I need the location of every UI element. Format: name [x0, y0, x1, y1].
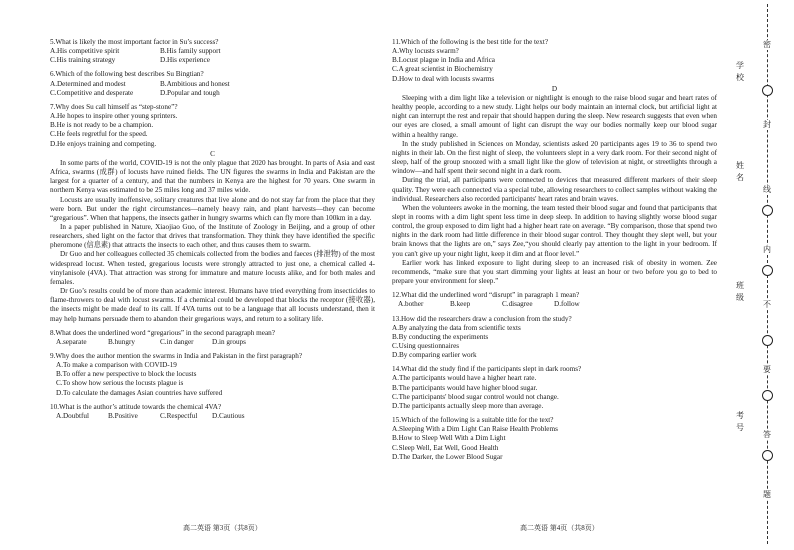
passage-d-paragraph-1: Sleeping with a dim light like a television or nightlight is enough to the raise blood sugar and heart rates of healthy people, according to a new study. Light helps our body maintain an internal clock, but artificial light at night can interrupt the rest and repair that should happen during the sleep. New research suggests that even when our eyes are closed, a small amount of light can disrupt the way our bodies normally keep our blood sugar within a healthy range. [392, 93, 717, 139]
left-column [50, 38, 375, 421]
q7-stem: 7.Why does Su call himself as “step-stone”? [50, 102, 178, 111]
q11-option-c: C.A great scientist in Biochemistry [392, 65, 493, 74]
q5-option-a: A.His competitive spirit [50, 47, 120, 56]
passage-d-paragraph-5: Earlier work has linked exposure to light during sleep to an increased risk of obesity in women. Zee recommends, “make sure that you start dimming your lights at least an hour or two before you go to bed to prepare your environment for sleep.” [392, 258, 717, 286]
binding-label-7: 答 [757, 430, 777, 440]
q12-option-b: B.keep [450, 300, 471, 309]
q10-option-b: B.Positive [108, 411, 138, 420]
binding-label-4: 内 [757, 245, 777, 255]
passage-c-paragraph-4: Dr Guo and her colleagues collected 35 chemicals collected from the bodies and faeces (排泄物) of the most widespread locust. When tested, gregarious locusts were strongly attracted to just one, a chemical called 4-vinylanisole (4VA). That attraction was strong for immature and mature locusts alike, and for both males and females. [50, 250, 375, 286]
q10-stem: 10.What is the author’s attitude towards the chemical 4VA? [50, 402, 222, 411]
passage-d-label: D [551, 84, 558, 93]
page-footer-left: 高二英语 第3页（共8页） [183, 524, 262, 532]
q8-option-c: C.in danger [160, 337, 194, 346]
binding-circle-3 [762, 265, 773, 276]
q15-stem: 15.Which of the following is a suitable title for the text? [392, 416, 554, 425]
q10-option-d: D.Cautious [212, 411, 245, 420]
q5-stem: 5.What is likely the most important factor in Su’s success? [50, 38, 219, 46]
passage-d-paragraph-4: When the volunteers awoke in the morning, the team tested their blood sugar and found that participants that slept in rooms with a dim light spent less time in deep sleep. In addition to having slightly worse blood sugar control, the group exposed to dim light had a higher heart rate on average. “By comparison, those that spend two nights in the dark room had little difference in their blood sugar control. They thought they slept well, but your brain knows that the lights are on,” says Zee,“you should clearly pay attention to the light in your bedroom. If you can't give up your night light, keep it dim and at floor level.” [392, 203, 717, 258]
binding-circle-6 [762, 450, 773, 461]
binding-inner-label-4: 名 [736, 173, 744, 182]
q13-option-b: B.By conducting the experiments [392, 332, 489, 341]
q8-stem: 8.What does the underlined word “gregarious” in the second paragraph mean? [50, 328, 275, 337]
binding-label-8: 题 [757, 490, 777, 500]
q9-option-b: B.To offer a new perspective to block the locusts [56, 370, 197, 379]
passage-c-paragraph-3: In a paper published in Nature, Xiaojiao Guo, of the Institute of Zoology in Beijing, and a group of other researchers, shed light on the factor that drives that transformation. They think they have identified the specific pheromone (信息素) that attracts the insects to each other, and thus causes them to swarm. [50, 222, 375, 250]
q15-option-b: B.How to Sleep Well With a Dim Light [392, 434, 506, 443]
binding-circle-2 [762, 205, 773, 216]
passage-d-paragraph-3: During the trial, all participants were connected to devices that measured different markers of their sleep quality. They were each connected via a special tube, allowing researchers to collect samples without waking the individual. Researchers also recorded participants' heart rates and brain waves. [392, 176, 717, 203]
binding-inner-label-2: 校 [736, 73, 744, 82]
binding-inner-label-1: 学 [736, 61, 744, 70]
q13-option-c: C.Using questionnaires [392, 342, 460, 350]
q7-option-b: B.He is not ready to be a champion. [50, 121, 154, 130]
q15-option-c: C.Sleep Well, Eat Well, Good Health [392, 443, 499, 452]
right-column [392, 38, 717, 462]
q9-option-d: D.To calculate the damages Asian countries have suffered [56, 388, 223, 397]
q14-option-a: A.The participants would have a higher heart rate. [392, 374, 537, 383]
binding-label-5: 不 [757, 300, 777, 310]
q6-option-b: B.Ambitious and honest [160, 79, 230, 88]
q13-option-a: A.By analyzing the data from scientific texts [392, 323, 521, 332]
q15-option-d: D.The Darker, the Lower Blood Sugar [392, 452, 503, 461]
q11-option-a: A.Why locusts swarm? [392, 47, 459, 56]
passage-c-paragraph-5: Dr Guo’s results could be of more than academic interest. Humans have tried everything from insecticides to flame-throwers to deal with locust swarms. If a chemical could be developed that blocks the receptor (接收器), the insects might be made deaf to its call. If 4VA turns out to be a language that all locusts understand, then it may help humans persuade them to abandon their gregarious ways, and return to a solitary life. [50, 287, 375, 323]
q6-option-d: D.Popular and tough [160, 88, 220, 97]
q15-option-a: A.Sleeping With a Dim Light Can Raise Health Problems [392, 425, 558, 434]
passage-c-paragraph-1: In some parts of the world, COVID-19 is not the only plague that 2020 has brought. In parts of Asia and east Africa, swarms (成群) of locusts have ruined fields. The UN figures the swarms in India and Pakistan are the largest for a quarter of a century, and that the numbers in Kenya are the highest for 70 years. One swarm in northern Kenya was estimated to be 25 miles long and 37 miles wide. [50, 158, 375, 195]
q12-option-d: D.follow [554, 300, 580, 309]
binding-label-6: 要 [757, 365, 777, 375]
q9-option-a: A.To make a comparison with COVID-19 [56, 361, 177, 370]
binding-inner-label-6: 级 [736, 293, 744, 302]
q5-option-c: C.His training strategy [50, 56, 116, 65]
q13-stem: 13.How did the researchers draw a conclusion from the study? [392, 314, 572, 323]
q5-option-d: D.His experience [160, 56, 210, 65]
q6-stem: 6.Which of the following best describes Su Bingtian? [50, 70, 204, 79]
q7-option-c: C.He feels regretful for the speed. [50, 130, 148, 139]
binding-label-2: 封 [757, 120, 777, 130]
q14-option-b: B.The participants would have higher blood sugar. [392, 383, 538, 392]
q13-option-d: D.By comparing earlier work [392, 351, 477, 360]
binding-circle-1 [762, 85, 773, 96]
q11-stem: 11.Which of the following is the best title for the text? [392, 38, 549, 46]
q14-option-d: D.The participants actually sleep more than average. [392, 401, 544, 410]
q5-option-b: B.His family support [160, 47, 221, 56]
passage-d-paragraph-2: In the study published in Sciences on Monday, scientists asked 20 participants ages 19 to 36 to spend two nights in their lab. On the first night of sleep, the volunteers slept in a very dark room. For their second night of sleep, half of the group snoozed with a small light like the glow of television at night, or streetlights through a window—and half spent their second night in a dark room. [392, 139, 717, 176]
binding-inner-label-8: 号 [736, 423, 744, 432]
q6-option-a: A.Determined and modest [50, 79, 126, 88]
q10-option-a: A.Doubtful [56, 411, 89, 420]
passage-c-paragraph-2: Locusts are usually inoffensive, solitary creatures that live alone and do not stay far from the place that they were born. But under the right circumstances—namely heavy rain, and plant harvests—they can become “gregarious”. When that happens, the insects gather in hungry swarms which can fly more than 100km in a day. [50, 195, 375, 222]
binding-label-1: 密 [757, 40, 777, 50]
q14-stem: 14.What did the study find if the participants slept in dark rooms? [392, 365, 582, 374]
binding-inner-label-3: 姓 [736, 161, 744, 170]
q11-option-b: B.Locust plague in India and Africa [392, 56, 495, 65]
q10-option-c: C.Respectful [160, 411, 198, 420]
page-footer-right: 高二英语 第4页（共8页） [520, 524, 599, 532]
q7-option-d: D.He enjoys training and competing. [50, 139, 157, 148]
passage-c-label: C [210, 149, 215, 158]
q8-option-a: A.separate [56, 337, 87, 346]
q6-option-c: C.Competitive and desperate [50, 88, 134, 97]
q12-option-c: C.disagree [502, 300, 533, 309]
q8-option-d: D.in groups [212, 337, 246, 346]
q7-option-a: A.He hopes to inspire other young sprinters. [50, 112, 178, 121]
q11-option-d: D.How to deal with locusts swarms [392, 74, 495, 83]
q12-option-a: A.bother [398, 300, 424, 309]
binding-inner-label-7: 考 [736, 411, 744, 420]
q9-stem: 9.Why does the author mention the swarms in India and Pakistan in the first paragraph? [50, 352, 303, 360]
binding-label-3: 线 [757, 185, 777, 195]
binding-circle-4 [762, 335, 773, 346]
binding-inner-label-5: 班 [736, 281, 744, 290]
q8-option-b: B.hungry [108, 337, 135, 346]
q12-stem: 12.What did the underlined word “disrupt” in paragraph 1 mean? [392, 291, 580, 300]
binding-circle-5 [762, 390, 773, 401]
q14-option-c: C.The participants' blood sugar control would not change. [392, 392, 559, 401]
q9-option-c: C.To show how serious the locusts plague is [56, 379, 184, 388]
